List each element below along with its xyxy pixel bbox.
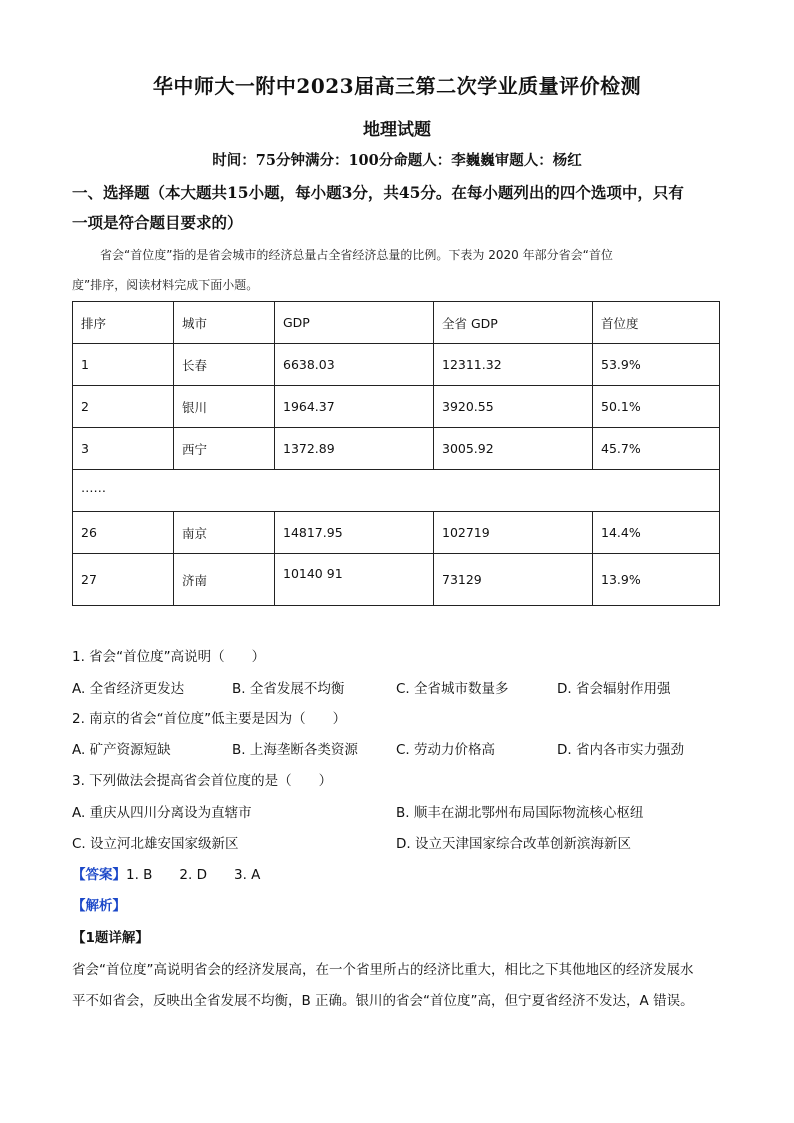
question-2-option-b: B. 上海垄断各类资源 <box>232 742 358 758</box>
answer-line <box>72 863 260 883</box>
question-3-option-a: A. 重庆从四川分离设为直辖市 <box>72 805 252 821</box>
question-1-stem: 1. 省会“首位度”高说明（ ） <box>72 649 266 665</box>
exam-meta: 时间：75分钟满分：100分命题人：李巍巍审题人：杨红 <box>212 152 582 169</box>
question-1-option-a: A. 全省经济更发达 <box>72 681 185 697</box>
table-cell: 3 <box>73 428 174 470</box>
table-cell: 3005.92 <box>434 428 593 470</box>
table-cell: 1964.37 <box>275 386 434 428</box>
answer-text: 1. B 2. D 3. A <box>126 867 261 883</box>
table-cell: 1372.89 <box>275 428 434 470</box>
section-heading-line1: 一、选择题（本大题共15小题，每小题3分，共45分。在每小题列出的四个选项中，只有 <box>72 183 684 202</box>
question-2-option-a: A. 矿产资源短缺 <box>72 742 171 758</box>
table-cell: 西宁 <box>174 428 275 470</box>
table-header-cell: GDP <box>275 302 434 344</box>
table-row <box>73 344 720 386</box>
analysis-label: 【解析】 <box>72 898 126 914</box>
table-row <box>73 554 720 606</box>
table-row <box>73 386 720 428</box>
analysis-paragraph-line1: 省会“首位度”高说明省会的经济发展高，在一个省里所占的经济比重大，相比之下其他地区的经济发展水 <box>72 962 694 978</box>
material-intro-line1: 省会“首位度”指的是省会城市的经济总量占全省经济总量的比例。下表为 2020 年部分省会“首位 <box>100 248 613 262</box>
table-cell: 银川 <box>174 386 275 428</box>
answer-label: 【答案】 <box>72 867 126 883</box>
table-row <box>73 428 720 470</box>
table-cell: 济南 <box>174 554 275 606</box>
table-cell: 73129 <box>434 554 593 606</box>
question-1-option-d: D. 省会辐射作用强 <box>557 681 671 697</box>
table-header-cell: 首位度 <box>593 302 720 344</box>
question-3-option-b: B. 顺丰在湖北鄂州布局国际物流核心枢纽 <box>396 805 644 821</box>
material-intro-line2: 度”排序，阅读材料完成下面小题。 <box>72 278 259 292</box>
table-header-cell: 排序 <box>73 302 174 344</box>
table-cell: 10140 91 <box>275 554 434 606</box>
question-1-option-c: C. 全省城市数量多 <box>396 681 509 697</box>
table-cell: 1 <box>73 344 174 386</box>
table-cell: 南京 <box>174 512 275 554</box>
table-cell: 12311.32 <box>434 344 593 386</box>
table-cell: 6638.03 <box>275 344 434 386</box>
table-header-cell: 全省 GDP <box>434 302 593 344</box>
question-1-option-b: B. 全省发展不均衡 <box>232 681 345 697</box>
page-subtitle: 地理试题 <box>363 120 431 140</box>
question-2-option-d: D. 省内各市实力强劲 <box>557 742 684 758</box>
table-row <box>73 512 720 554</box>
question-3-option-d: D. 设立天津国家综合改革创新滨海新区 <box>396 836 631 852</box>
table-cell: 3920.55 <box>434 386 593 428</box>
table-cell: 26 <box>73 512 174 554</box>
table-cell: 2 <box>73 386 174 428</box>
analysis-detail-label: 【1题详解】 <box>72 930 149 946</box>
table-header-row <box>73 302 720 344</box>
gdp-table <box>72 301 720 606</box>
table-header-cell: 城市 <box>174 302 275 344</box>
table-cell: 27 <box>73 554 174 606</box>
section-heading-line2: 一项是符合题目要求的） <box>72 213 243 232</box>
table-cell: 102719 <box>434 512 593 554</box>
question-3-stem: 3. 下列做法会提高省会首位度的是（ ） <box>72 773 333 789</box>
table-ellipsis: …… <box>73 470 720 512</box>
table-cell: 13.9% <box>593 554 720 606</box>
table-cell: 53.9% <box>593 344 720 386</box>
table-ellipsis-row <box>73 470 720 512</box>
table-cell: 14817.95 <box>275 512 434 554</box>
analysis-paragraph-line2: 平不如省会，反映出全省发展不均衡，B 正确。银川的省会“首位度”高，但宁夏省经济不发达，A 错误。 <box>72 993 694 1009</box>
question-3-option-c: C. 设立河北雄安国家级新区 <box>72 836 239 852</box>
table-cell: 14.4% <box>593 512 720 554</box>
table-cell: 45.7% <box>593 428 720 470</box>
question-2-stem: 2. 南京的省会“首位度”低主要是因为（ ） <box>72 711 347 727</box>
table-cell: 长春 <box>174 344 275 386</box>
page-title: 华中师大一附中2023届高三第二次学业质量评价检测 <box>152 74 642 98</box>
question-2-option-c: C. 劳动力价格高 <box>396 742 496 758</box>
table-cell: 50.1% <box>593 386 720 428</box>
